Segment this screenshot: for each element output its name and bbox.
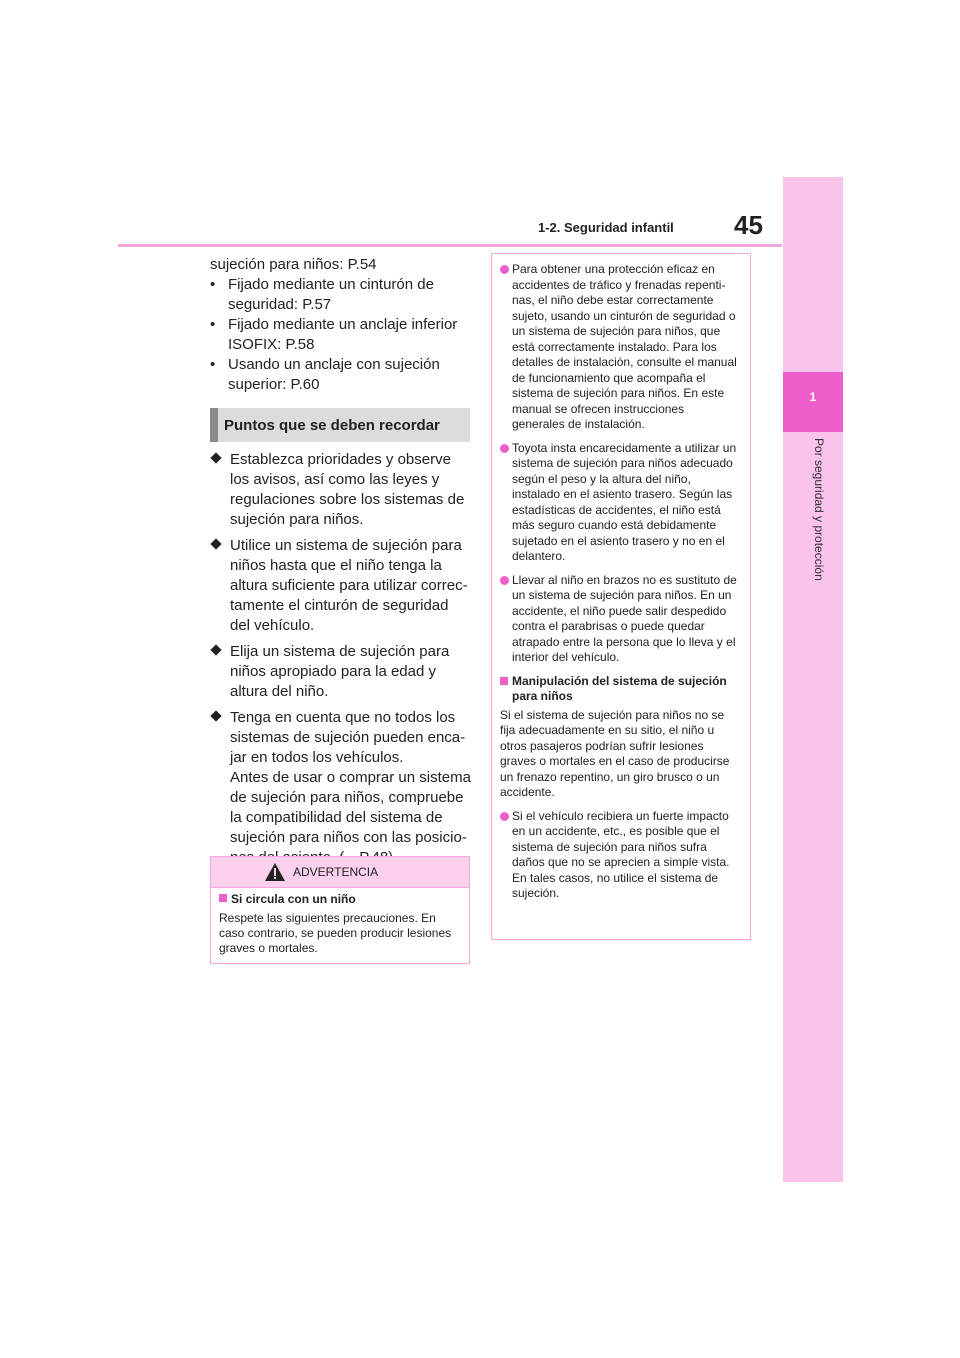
precaution-item: Toyota insta encarecidamente a utilizar un sistema de sujeción para niños adecuado según el peso y la altura del niño, instalado en el asiento trasero. Según las estadísticas de accidentes, el niño está más seguro cuando está debidamente sujetado en el asiento trasero y no en el delantero. [500,441,740,565]
section-title: 1-2. Seguridad infantil [538,220,674,235]
list-item: Establezca prioridades y observe los avisos, así como las leyes y regulaciones sobre los sistemas de sujeción para niños. [210,450,472,530]
warning-subtitle: Si circula con un niño [219,892,461,907]
square-bullet-icon [500,677,508,685]
circle-bullet-icon [500,444,509,453]
precaution-box [491,253,751,940]
precaution-text: Si el sistema de sujeción para niños no se fija adecuadamente en su sitio, el niño u otros pasajeros podrían sufrir lesiones graves o mortales en el caso de producirse un frenazo repentino, un giro brusco o un accidente. [500,707,730,799]
diamond-bullet-icon [210,710,221,721]
remember-heading: Puntos que se deben recordar [210,408,470,442]
page-number: 45 [734,210,763,240]
header-rule [118,244,782,247]
list-item: Utilice un sistema de sujeción para niños hasta que el niño tenga la altura suficiente para utilizar correctamente el cinturón de seguridad del vehículo. [210,536,472,636]
intro-item: • Fijado mediante un cinturón de seguridad: P.57 [210,276,434,313]
warning-title: ADVERTENCIA [293,865,379,879]
precaution-item: Si el vehículo recibiera un fuerte impacto en un accidente, etc., es posible que el sistema de sujeción para niños sufra daños que no se aprecien a simple vista. En tales casos, no utilice el sistema de sujeción. [500,809,740,902]
diamond-bullet-icon [210,538,221,549]
circle-bullet-icon [500,812,509,821]
list-item: Elija un sistema de sujeción para niños apropiado para la edad y altura del niño. [210,642,472,702]
precaution-item: Para obtener una protección eficaz en accidentes de tráfico y frenadas repentinas, el niño debe estar correctamente sujeto, usando un cinturón de seguridad o un sistema de sujeción para niños, que está correctamente instalado. Para los detalles de instalación, consulte el manual de funcionamiento que acompaña el sistema de sujeción para niños. En este manual se ofrecen instrucciones generales de instalación. [500,262,740,433]
chapter-number: 1 [809,390,817,404]
remember-list [210,450,472,874]
intro-text [210,255,472,395]
warning-triangle-icon [264,862,286,882]
warning-header [211,857,469,888]
precaution-item: Llevar al niño en brazos no es sustituto de un sistema de sujeción para niños. En un accidente, el niño puede salir despedido contra el parabrisas o puede quedar atrapado entre la persona que lo lleva y el interior del vehículo. [500,573,740,666]
side-tab [783,177,843,1182]
warning-box [210,856,470,964]
circle-bullet-icon [500,576,509,585]
warning-text: Respete las siguientes precauciones. En caso contrario, se pueden producir lesiones graves o mortales. [219,911,452,955]
warning-body [211,888,469,956]
intro-item: • Fijado mediante un anclaje inferior ISOFIX: P.58 [210,316,458,353]
circle-bullet-icon [500,265,509,274]
diamond-bullet-icon [210,644,221,655]
square-bullet-icon [219,894,227,902]
list-item-continuation: Antes de usar o comprar un sistema de sujeción para niños, compruebe la compatibilidad del sistema de sujeción para niños con las posicio [230,769,471,846]
intro-item: • Usando un anclaje con sujeción superior: P.60 [210,356,440,393]
precaution-heading: Manipulación del sistema de sujeción para niños [500,674,740,704]
intro-line: sujeción para niños: P.54 [210,256,377,273]
list-item: Tenga en cuenta que no todos los sistemas de sujeción pueden encajar en todos los vehículos. [210,708,472,768]
diamond-bullet-icon [210,452,221,463]
chapter-label: Por seguridad y protección [812,438,826,581]
